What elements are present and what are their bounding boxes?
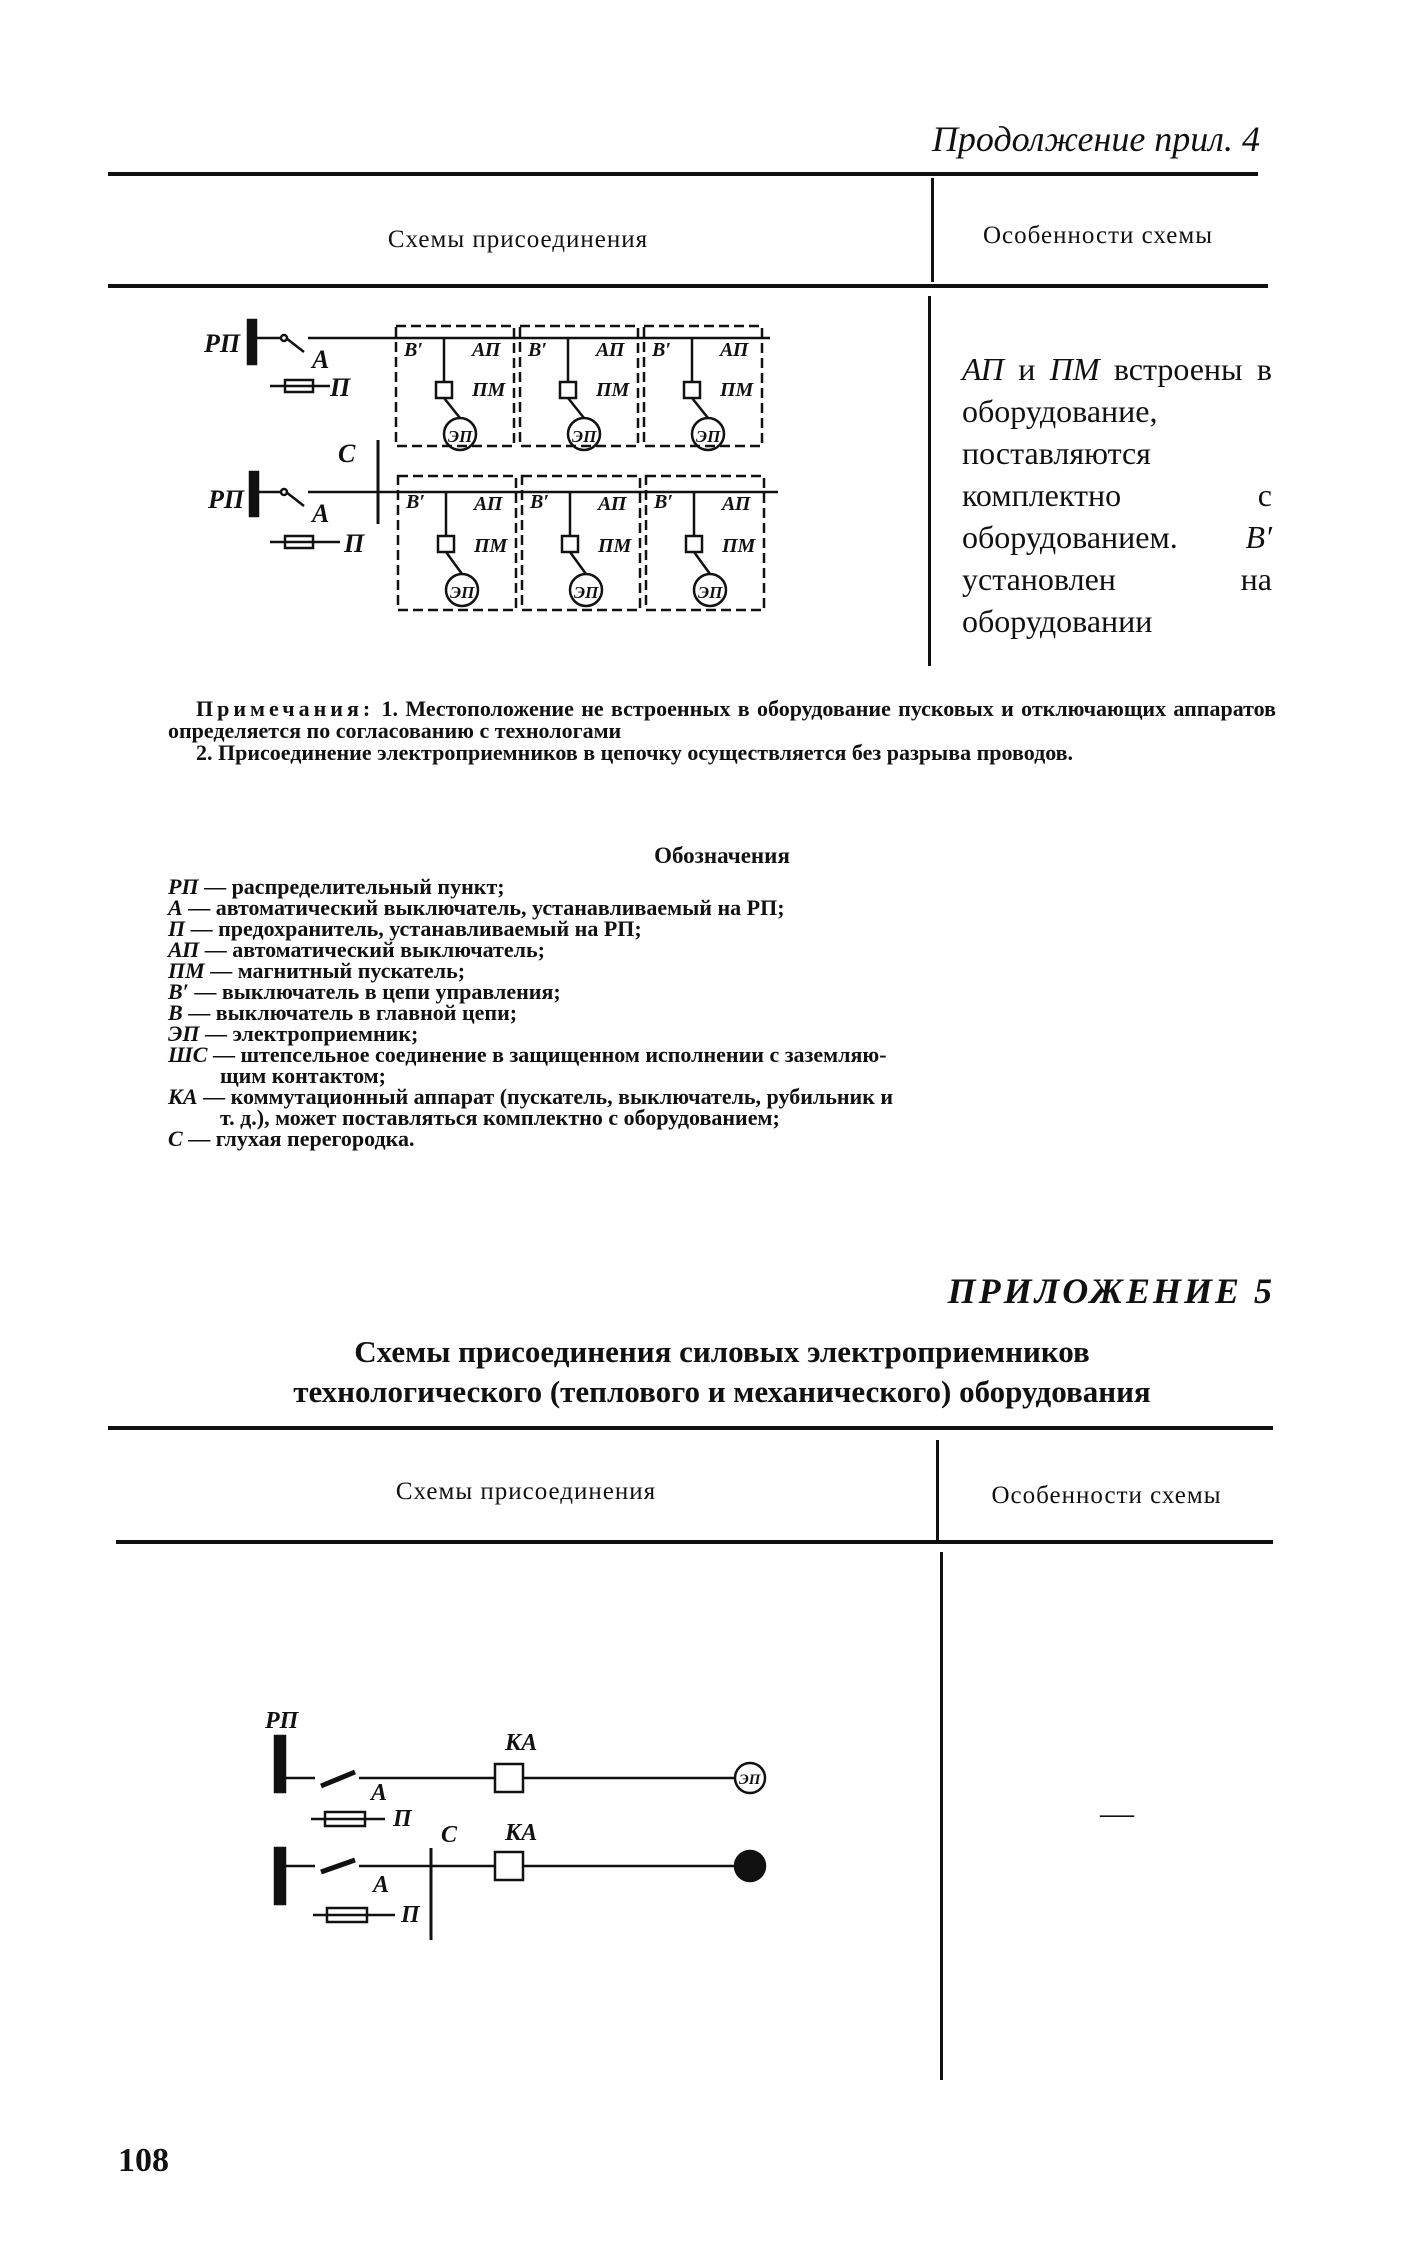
legend-description: выключатель в главной цепи; [215,1000,518,1025]
notes-heading: Примечания: [196,696,375,721]
legend-item [168,1002,1276,1023]
svg-text:П: П [393,1806,412,1832]
busbar-rp-lower [250,472,258,516]
legend-separator: — [182,895,216,920]
legend-item [168,1044,1276,1065]
notes-block [168,698,1276,764]
appendix-label: ПРИЛОЖЕНИЕ 5 [947,1271,1275,1311]
table2-col-schemes: Схемы присоединения [395,1478,657,1505]
legend-item [168,1086,1276,1107]
svg-text:АП: АП [474,493,503,515]
svg-text:ЭП: ЭП [698,583,723,602]
svg-text:А: А [312,499,330,528]
table1-col-schemes: Схемы присоединения [387,226,649,253]
legend-list [168,876,1276,1149]
svg-text:ПМ: ПМ [598,535,632,557]
legend-item [168,939,1276,960]
legend-continuation: щим контактом; [220,1063,386,1088]
svg-text:В′: В′ [654,491,673,513]
legend-key: ПМ [168,958,205,983]
legend-key: РП [168,874,199,899]
legend-continuation: т. д.), может поставляться комплектно с оборудованием; [220,1105,780,1130]
svg-text:ЭП: ЭП [572,427,597,446]
legend-description: автоматический выключатель; [232,937,545,962]
table1-features-text: АП и ПМ встроены в оборудование, поставляются комплектно с оборудованием. В′ установлен на оборудовании [962,351,1273,639]
legend-key: В′ [168,979,189,1004]
legend-item [168,960,1276,981]
svg-text:ПМ: ПМ [596,379,630,401]
legend-description: предохранитель, устанавливаемый на РП; [218,916,642,941]
table2-header-divider [936,1440,939,1540]
svg-text:ПМ: ПМ [722,535,756,557]
appendix-title [168,1332,1276,1412]
table1-col-features: Особенности схемы [982,222,1214,249]
legend-key: С [168,1126,183,1151]
svg-text:ЭП: ЭП [574,583,599,602]
legend-key: В [168,1000,183,1025]
appendix-title-line-2: технологического (теплового и механического) оборудования [293,1374,1151,1409]
legend-key: ЭП [168,1021,200,1046]
busbar-rp-2-lower [275,1848,285,1904]
features-ap: АП [962,351,1004,387]
page-number: 108 [118,2142,169,2179]
svg-text:ЭП: ЭП [739,1772,761,1788]
legend-item [168,981,1276,1002]
svg-text:АП: АП [596,339,625,361]
svg-text:П: П [401,1902,420,1928]
legend-title: Обозначения [654,843,790,868]
legend-separator: — [198,874,232,899]
receiver-ep-lower [735,1851,765,1881]
svg-text:КА: КА [505,1730,538,1756]
busbar-rp-upper [248,320,256,364]
legend-description: автоматический выключатель, устанавливаемый на РП; [215,895,785,920]
table2-features-dash: — [1100,1795,1134,1832]
legend-description: распределительный пункт; [231,874,505,899]
svg-text:АП: АП [598,493,627,515]
label-partition: С [338,439,356,468]
legend-description: выключатель в цепи управления; [221,979,561,1004]
table1-header-rule [108,284,1268,288]
table2-header-rule [116,1540,1273,1544]
table2-top-rule [108,1426,1273,1430]
legend-key: А [168,895,183,920]
label-rp-lower: РП [208,485,245,514]
continuation-header: Продолжение прил. 4 [931,119,1260,159]
svg-text:П: П [330,373,351,402]
busbar-rp-2-upper [275,1736,285,1792]
svg-text:В′: В′ [406,491,425,513]
legend-separator: — [182,1126,216,1151]
diagram-chain-connection [200,312,780,622]
legend-item [168,876,1276,897]
svg-text:В′: В′ [404,339,423,361]
legend-description: коммутационный аппарат (пускатель, выключатель, рубильник и [230,1084,894,1109]
legend-separator: — [199,1021,233,1046]
table2-body-divider [940,1552,943,2080]
svg-text:А: А [373,1872,390,1898]
legend-separator: — [188,979,222,1004]
appendix-title-line-1: Схемы присоединения силовых электроприемников [354,1334,1090,1369]
contactor-ka-lower [495,1852,523,1880]
table1-top-rule [108,172,1258,176]
label-rp-upper: РП [204,329,241,358]
contactor-ka-upper [495,1764,523,1792]
legend-description: электроприемник; [232,1021,419,1046]
svg-text:КА: КА [505,1820,538,1846]
svg-text:РП: РП [265,1708,299,1734]
legend-key: П [168,916,186,941]
legend-item [168,897,1276,918]
legend-item [168,1023,1276,1044]
svg-text:ПМ: ПМ [720,379,754,401]
svg-text:А: А [312,345,330,374]
svg-text:АП: АП [722,493,751,515]
svg-text:АП: АП [720,339,749,361]
table2-col-features: Особенности схемы [991,1482,1222,1509]
legend-key: КА [168,1084,198,1109]
table1-body-divider [928,296,931,666]
svg-text:В′: В′ [530,491,549,513]
legend-description: глухая перегородка. [215,1126,415,1151]
legend-separator: — [204,958,238,983]
legend-key: ШС [168,1042,208,1067]
svg-text:ПМ: ПМ [474,535,508,557]
legend-separator: — [185,916,219,941]
svg-text:А: А [371,1780,388,1806]
note-2: 2. Присоединение электроприемников в цепочку осуществляется без разрыва проводов. [196,740,1074,765]
diagram-direct-connection [255,1700,795,1960]
svg-text:ЭП: ЭП [696,427,721,446]
svg-text:В′: В′ [652,339,671,361]
svg-text:В′: В′ [528,339,547,361]
legend-description: магнитный пускатель; [237,958,466,983]
legend-item [168,1128,1276,1149]
legend-item [168,918,1276,939]
svg-text:ЭП: ЭП [448,427,473,446]
svg-text:С: С [441,1822,458,1848]
note-1: 1. Местоположение не встроенных в оборудование пусковых и отключающих аппаратов определяется по согласованию с технологами [168,696,1276,743]
legend-key: АП [168,937,200,962]
features-b-prime: В′ [1245,519,1272,555]
features-pm: ПМ [1049,351,1100,387]
svg-text:ЭП: ЭП [450,583,475,602]
legend-description: штепсельное соединение в защищенном исполнении с заземляю- [240,1042,887,1067]
svg-text:П: П [344,529,365,558]
svg-text:ПМ: ПМ [472,379,506,401]
svg-text:АП: АП [472,339,501,361]
legend-separator: — [182,1000,216,1025]
legend-separator: — [199,937,233,962]
legend-separator: — [197,1084,231,1109]
legend-separator: — [207,1042,241,1067]
